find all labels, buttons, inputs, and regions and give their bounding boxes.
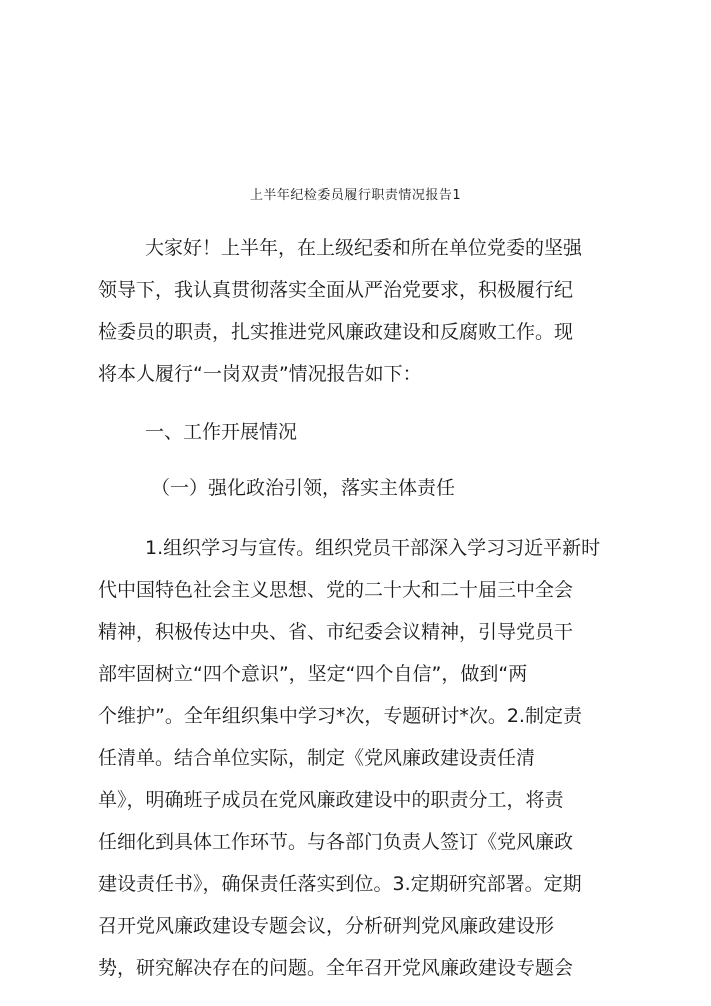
paragraph-line: 召开党风廉政建设专题会议，分析研判党风廉政建设形 [98,915,555,937]
paragraph-line: 检委员的职责，扎实推进党风廉政建设和反腐败工作。现 [98,321,574,343]
paragraph-line: 势，研究解决存在的问题。全年召开党风廉政建设专题会 [98,957,574,979]
paragraph-line: 任清单。结合单位实际，制定《党风廉政建设责任清 [98,747,536,769]
paragraph-line: 将本人履行“一岗双责”情况报告如下： [98,363,422,385]
subsection-heading: （一）强化政治引领，落实主体责任 [151,477,456,499]
paragraph-line: 精神，积极传达中央、省、市纪委会议精神，引导党员干 [98,621,574,643]
paragraph-line: 代中国特色社会主义思想、党的二十大和二十届三中全会 [98,579,574,601]
paragraph-line: 单》，明确班子成员在党风廉政建设中的职责分工，将责 [98,789,564,811]
paragraph-line: 个维护”。全年组织集中学习*次，专题研讨*次。2.制定责 [98,705,582,727]
document-title: 上半年纪检委员履行职责情况报告1 [249,188,462,203]
paragraph-line: 任细化到具体工作环节。与各部门负责人签订《党风廉政 [98,831,574,853]
paragraph-line: 1.组织学习与宣传。组织党员干部深入学习习近平新时 [145,537,601,559]
paragraph-line: 部牢固树立“四个意识”，坚定“四个自信”，做到“两 [98,663,528,685]
section-heading: 一、工作开展情况 [145,421,298,443]
paragraph-line: 建设责任书》，确保责任落实到位。3.定期研究部署。定期 [98,873,582,895]
paragraph-line: 领导下，我认真贯彻落实全面从严治党要求，积极履行纪 [98,279,574,301]
paragraph-line: 大家好！上半年，在上级纪委和所在单位党委的坚强 [145,237,583,259]
